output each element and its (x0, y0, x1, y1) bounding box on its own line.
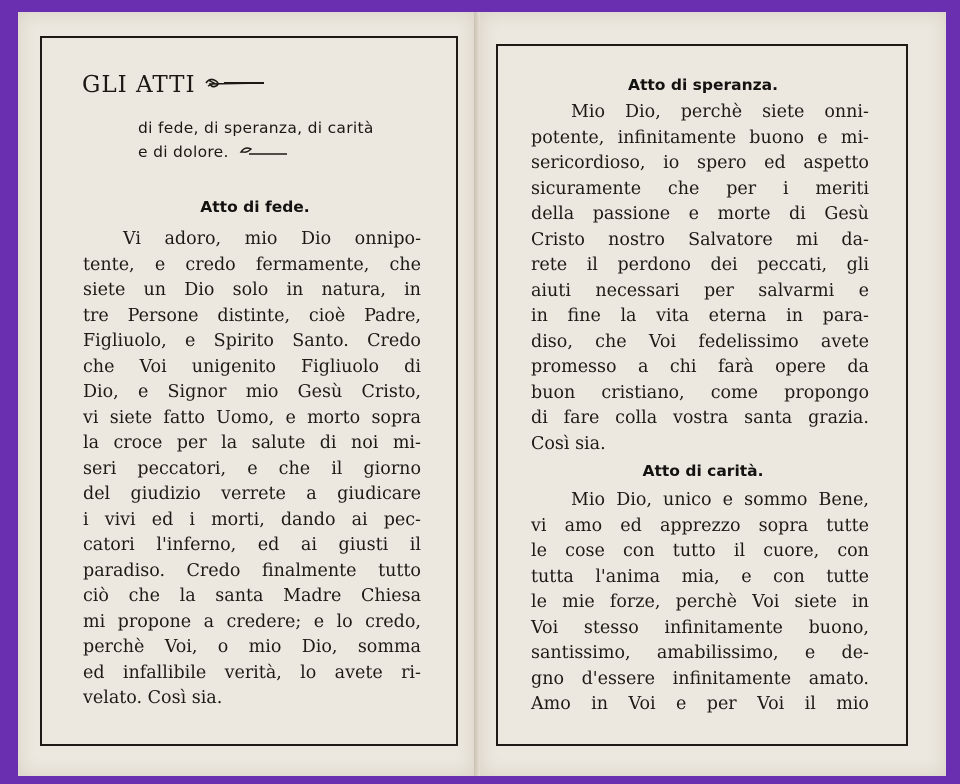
heading-atto-di-fede: Atto di fede. (200, 198, 310, 216)
text-line: rete il perdono dei peccati, gli (531, 255, 869, 275)
speranza-text (531, 100, 869, 457)
text-line: diso, che Voi fedelissimo avete (531, 331, 869, 352)
text-line: catori l'inferno, ed ai giusti il (83, 535, 421, 555)
text-line: Mio Dio, perchè siete onni- (571, 102, 869, 122)
text-line: sericordioso, io spero ed aspetto (531, 153, 869, 173)
text-line: i vivi ed i morti, dando ai pec- (83, 509, 421, 530)
fede-text (83, 227, 421, 712)
text-line: ciò che la santa Madre Chiesa (83, 586, 421, 606)
text-line: tutta l'anima mia, e con tutte (531, 566, 869, 587)
text-line: velato. Così sia. (83, 688, 223, 708)
subtitle (138, 116, 458, 164)
text-line: potente, infinitamente buono e mi- (531, 127, 869, 148)
subtitle-line: di fede, di speranza, di carità (138, 119, 374, 137)
text-line: ed infallibile verità, lo avete ri- (83, 662, 421, 683)
text-line: che Voi unigenito Figliuolo di (83, 356, 421, 377)
text-line: vi amo ed apprezzo sopra tutte (531, 515, 869, 536)
text-line: vi siete fatto Uomo, e morto sopra (83, 407, 421, 428)
page-title: GLI ATTI (82, 72, 196, 98)
text-line: tente, e credo fermamente, che (83, 254, 421, 275)
text-line: santissimo, amabilissimo, e de- (531, 643, 869, 663)
text-line: della passione e morte di Gesù (531, 204, 869, 224)
text-line: paradiso. Credo finalmente tutto (83, 560, 421, 581)
pointing-flourish-icon (204, 75, 266, 95)
text-line: Mio Dio, unico e sommo Bene, (571, 490, 869, 510)
text-line: buon cristiano, come propongo (531, 382, 869, 403)
text-line: mi propone a credere; e lo credo, (83, 611, 421, 632)
text-line: la croce per la salute di noi mi- (83, 433, 421, 453)
heading-atto-di-speranza: Atto di speranza. (627, 76, 778, 94)
text-line: di fare colla vostra santa grazia. (531, 408, 869, 428)
text-line: gno d'essere infinitamente amato. (531, 668, 869, 689)
text-line: Così sia. (531, 433, 606, 454)
text-line: tre Persone distinte, cioè Padre, (83, 305, 421, 326)
page-fold (474, 12, 480, 776)
text-line: siete un Dio solo in natura, in (83, 280, 421, 300)
text-line: Amo in Voi e per Voi il mio (531, 694, 869, 714)
carita-text (531, 488, 869, 718)
text-line: Cristo nostro Salvatore mi da- (531, 229, 869, 250)
heading-atto-di-carita: Atto di carità. (642, 462, 764, 480)
text-line: aiuti necessari per salvarmi e (531, 280, 869, 301)
text-line: seri peccatori, e che il giorno (83, 458, 421, 479)
text-line: le mie forze, perchè Voi siete in (531, 592, 869, 612)
title-row (82, 72, 266, 98)
text-line: Voi stesso infinitamente buono, (531, 617, 869, 638)
text-line: le cose con tutto il cuore, con (531, 541, 869, 561)
subtitle-line: e di dolore. (138, 143, 229, 161)
text-line: Dio, e Signor mio Gesù Cristo, (83, 382, 421, 402)
text-line: promesso a chi farà opere da (531, 357, 869, 377)
text-line: sicuramente che per i meriti (531, 178, 869, 199)
text-line: del giudizio verrete a giudicare (83, 484, 421, 504)
small-flourish-icon (237, 140, 289, 164)
text-line: Figliuolo, e Spirito Santo. Credo (83, 331, 421, 351)
text-line: perchè Voi, o mio Dio, somma (83, 637, 421, 657)
text-line: in fine la vita eterna in para- (531, 306, 869, 326)
text-line: Vi adoro, mio Dio onnipo- (123, 229, 421, 249)
